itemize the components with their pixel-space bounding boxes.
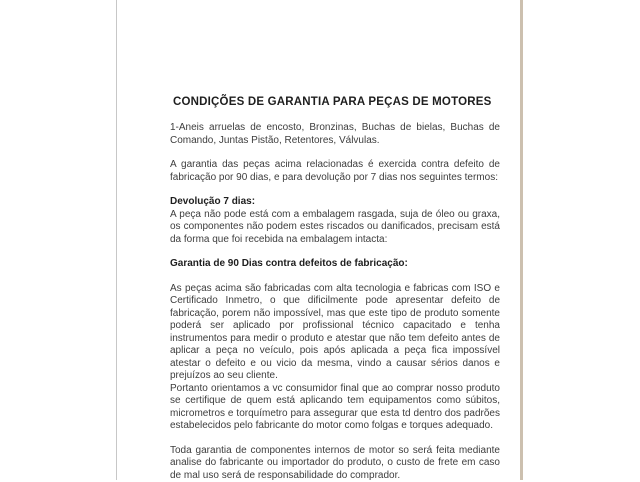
document-content <box>117 0 520 482</box>
parts-list-paragraph: 1-Aneis arruelas de encosto, Bronzinas, Buchas de bielas, Buchas de Comando, Juntas Pistão, Retentores, Válvulas. <box>170 122 500 147</box>
document-title: CONDIÇÕES DE GARANTIA PARA PEÇAS DE MOTORES <box>173 95 500 109</box>
section-garantia-body-2: Portanto orientamos a vc consumidor final que ao comprar nosso produto se certifique de quem está aplicando tem equipamentos como súbitos, micrometros e torquímetro para assegurar que esta td dentro dos padrões estabelecidos pelo fabricante do motor como folgas e torques adequado. <box>170 383 500 433</box>
section-garantia-body-1: As peças acima são fabricadas com alta tecnologia e fabricas com ISO e Certificado Inmetro, o que dificilmente pode apresentar defeito de fabricação, porem não impossível, mas que este tipo de produto somente poderá ser aplicado por profissional técnico capacitado e tenha instrumentos para medir o produto e atestar que não tem defeito antes de aplicar a peça no veículo, pois após aplicada a peça fica impossível atestar o defeito e ou vicio da mesma, vindo a causar sérios danos e prejuízos ao seu cliente. <box>170 283 500 383</box>
document-page <box>116 0 523 480</box>
section-garantia-heading: Garantia de 90 Dias contra defeitos de fabricação: <box>170 258 500 271</box>
section-devolucao-7-dias <box>170 196 500 246</box>
warranty-terms-paragraph: A garantia das peças acima relacionadas é exercida contra defeito de fabricação por 90 dias, e para devolução por 7 dias nos seguintes termos: <box>170 159 500 184</box>
closing-paragraph: Toda garantia de componentes internos de motor so será feita mediante analise do fabricante ou importador do produto, o custo de frete em caso de mal uso será de responsabilidade do comprador. <box>170 445 500 482</box>
section-garantia-90-dias <box>170 258 500 433</box>
section-devolucao-body: A peça não pode está com a embalagem rasgada, suja de óleo ou graxa, os componentes não podem estes riscados ou danificados, precisam está da forma que foi recebida na embalagem intacta: <box>170 209 500 247</box>
section-devolucao-heading: Devolução 7 dias: <box>170 196 500 209</box>
